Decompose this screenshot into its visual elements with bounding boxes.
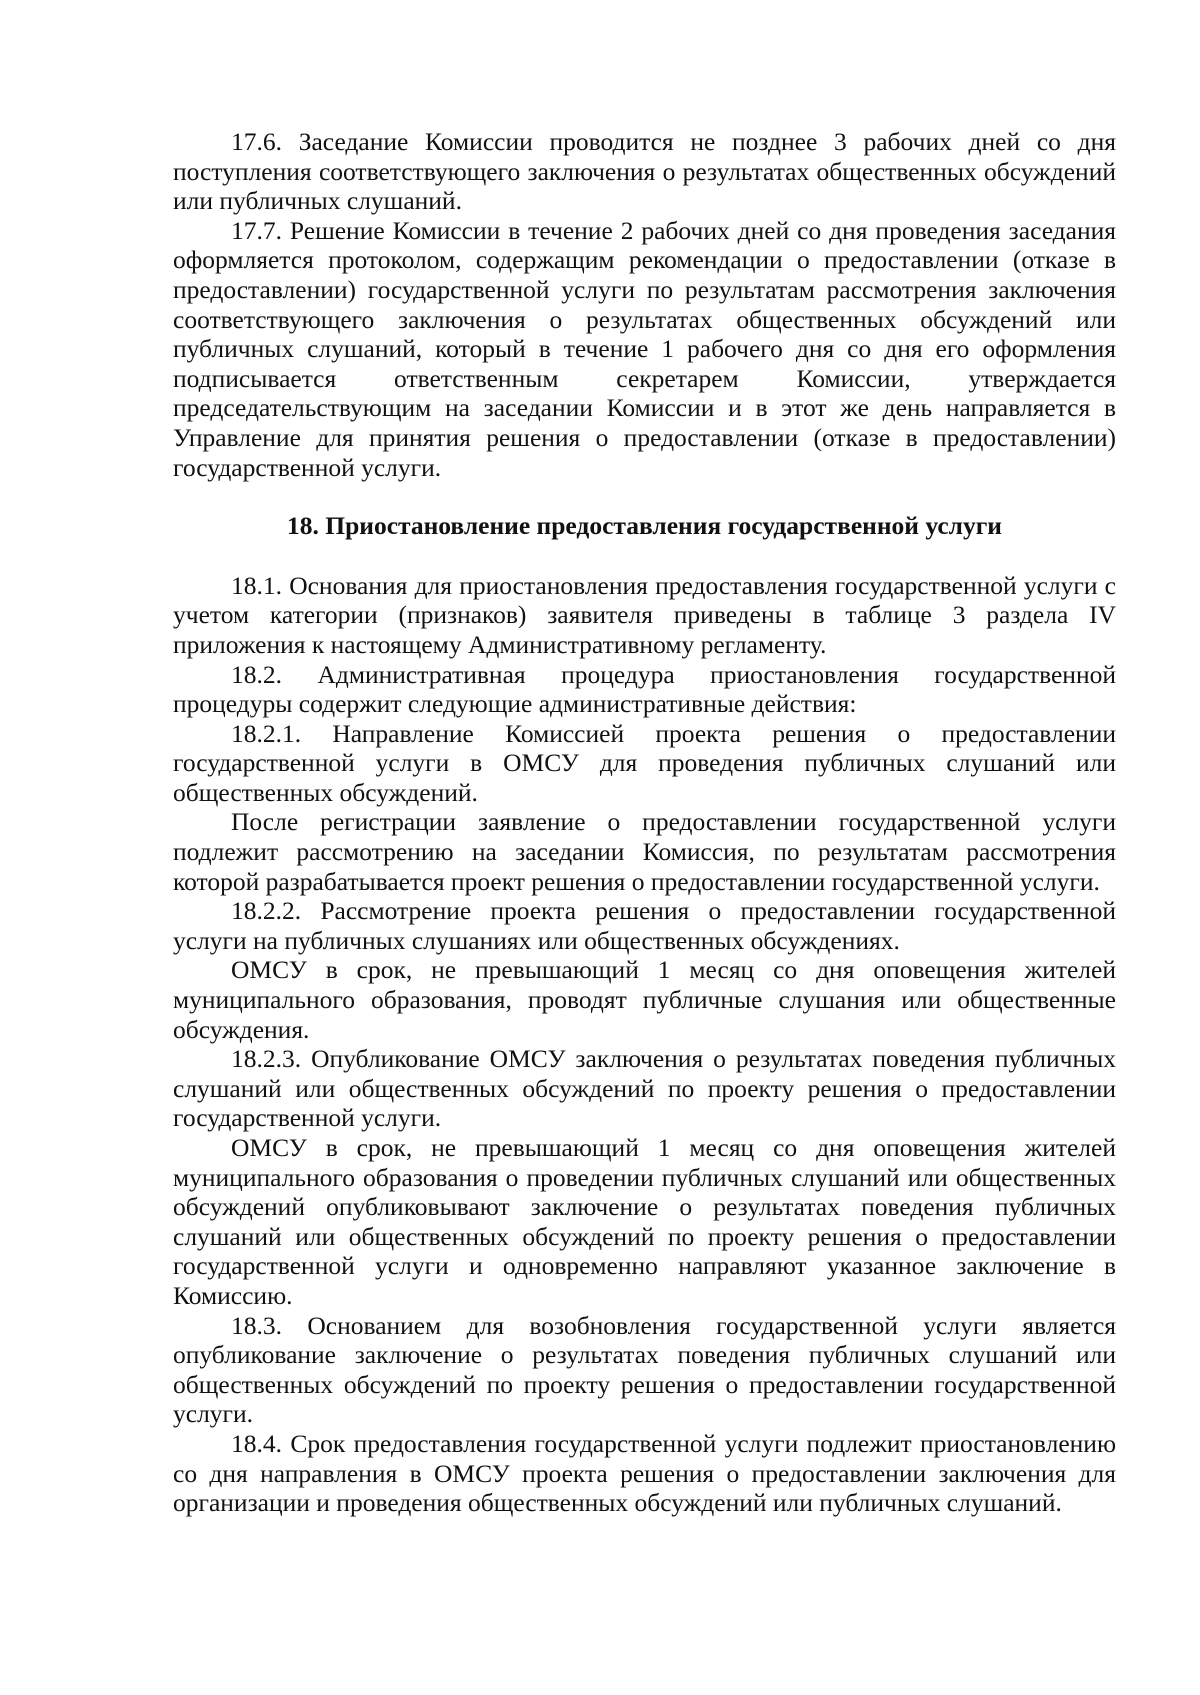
paragraph-18-2-3: 18.2.3. Опубликование ОМСУ заключения о результатах поведения публичных слушаний или общественных обсуждений по проекту решения о предоставлении государственной услуги. (173, 1044, 1116, 1133)
paragraph-18-2-3-detail: ОМСУ в срок, не превышающий 1 месяц со дня оповещения жителей муниципального образования о проведении публичных слушаний или общественных обсуждений опубликовывают заключение о результатах поведения публичных слушаний или общественных обсуждений по проекту решения о предоставлении государственной услуги и одновременно направляют указанное заключение в Комиссию. (173, 1133, 1116, 1310)
paragraph-18-3: 18.3. Основанием для возобновления государственной услуги является опубликование заключение о результатах поведения публичных слушаний или общественных обсуждений по проекту решения о предоставлении государственной услуги. (173, 1310, 1116, 1429)
paragraph-18-2-2-detail: ОМСУ в срок, не превышающий 1 месяц со дня оповещения жителей муниципального образования, проводят публичные слушания или общественные обсуждения. (173, 955, 1116, 1044)
paragraph-18-2-2: 18.2.2. Рассмотрение проекта решения о предоставлении государственной услуги на публичных слушаниях или общественных обсуждениях. (173, 896, 1116, 955)
paragraph-18-2-1-detail: После регистрации заявление о предоставлении государственной услуги подлежит рассмотрению на заседании Комиссия, по результатам рассмотрения которой разрабатывается проект решения о предоставлении государственной услуги. (173, 807, 1116, 896)
paragraph-17-6: 17.6. Заседание Комиссии проводится не позднее 3 рабочих дней со дня поступления соответствующего заключения о результатах общественных обсуждений или публичных слушаний. (173, 127, 1116, 216)
paragraph-18-1: 18.1. Основания для приостановления предоставления государственной услуги с учетом категории (признаков) заявителя приведены в таблице 3 раздела IV приложения к настоящему Административному регламенту. (173, 570, 1116, 659)
document-page (173, 127, 1116, 1518)
paragraph-18-2-1: 18.2.1. Направление Комиссией проекта решения о предоставлении государственной услуги в ОМСУ для проведения публичных слушаний или общественных обсуждений. (173, 718, 1116, 807)
section-heading: 18. Приостановление предоставления государственной услуги (287, 511, 1002, 541)
paragraph-17-7: 17.7. Решение Комиссии в течение 2 рабочих дней со дня проведения заседания оформляется протоколом, содержащим рекомендации о предоставлении (отказе в предоставлении) государственной услуги по результатам рассмотрения заключения соответствующего заключения о результатах общественных обсуждений или публичных слушаний, который в течение 1 рабочего дня со дня его оформления подписывается ответственным секретарем Комиссии, утверждается председательствующим на заседании Комиссии и в этот же день направляется в Управление для принятия решения о предоставлении (отказе в предоставлении) государственной услуги. (173, 215, 1116, 482)
paragraph-18-2: 18.2. Административная процедура приостановления государственной процедуры содержит следующие административные действия: (173, 659, 1116, 719)
paragraph-18-4: 18.4. Срок предоставления государственной услуги подлежит приостановлению со дня направления в ОМСУ проекта решения о предоставлении заключения для организации и проведения общественных обсуждений или публичных слушаний. (173, 1428, 1116, 1518)
